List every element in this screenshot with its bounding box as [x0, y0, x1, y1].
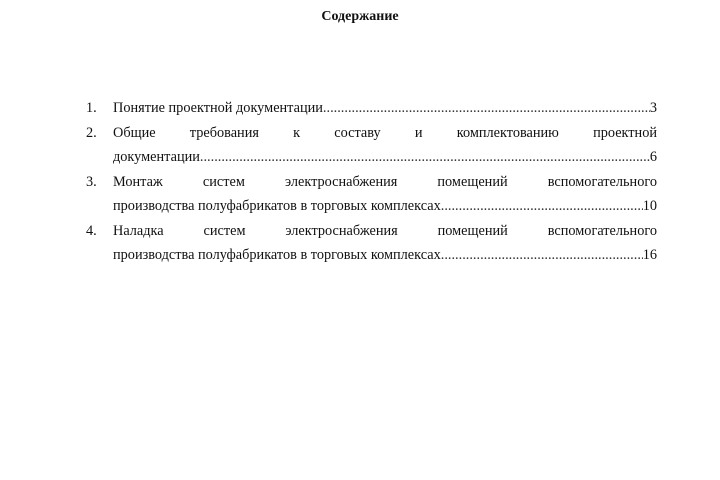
toc-entry-text: документации	[113, 149, 200, 165]
toc-entry-line	[113, 145, 657, 170]
toc-entry-number: 1.	[86, 100, 97, 116]
toc-entry-text: производства полуфабрикатов в торговых комплексах	[113, 247, 441, 263]
toc-entry-line: Монтаж систем электроснабжения помещений вспомогательного	[113, 173, 657, 190]
toc-entry-4	[86, 219, 657, 268]
toc-entry-line	[113, 194, 657, 219]
toc-entry-line: Наладка систем электроснабжения помещений вспомогательного	[113, 222, 657, 239]
toc-leader-dots	[323, 96, 650, 121]
toc-list	[86, 96, 657, 268]
toc-entry-page: 6	[649, 149, 657, 165]
toc-entry-line	[113, 96, 657, 121]
toc-entry-page: 3	[649, 100, 657, 116]
toc-leader-dots	[441, 243, 643, 268]
toc-entry-2	[86, 121, 657, 170]
toc-entry-1	[86, 96, 657, 121]
toc-title: Содержание	[321, 9, 399, 24]
toc-entry-line	[113, 243, 657, 268]
toc-entry-line: Общие требования к составу и комплектованию проектной	[113, 124, 657, 141]
toc-entry-text: производства полуфабрикатов в торговых комплексах	[113, 198, 441, 214]
toc-entry-page: 16	[642, 247, 657, 263]
toc-entry-text: Понятие проектной документации	[113, 100, 323, 116]
toc-leader-dots	[200, 145, 650, 170]
toc-entry-number: 3.	[86, 173, 97, 190]
toc-entry-3	[86, 170, 657, 219]
toc-entry-number: 2.	[86, 124, 97, 141]
toc-entry-number: 4.	[86, 222, 97, 239]
toc-entry-page: 10	[642, 198, 657, 214]
toc-leader-dots	[441, 194, 643, 219]
